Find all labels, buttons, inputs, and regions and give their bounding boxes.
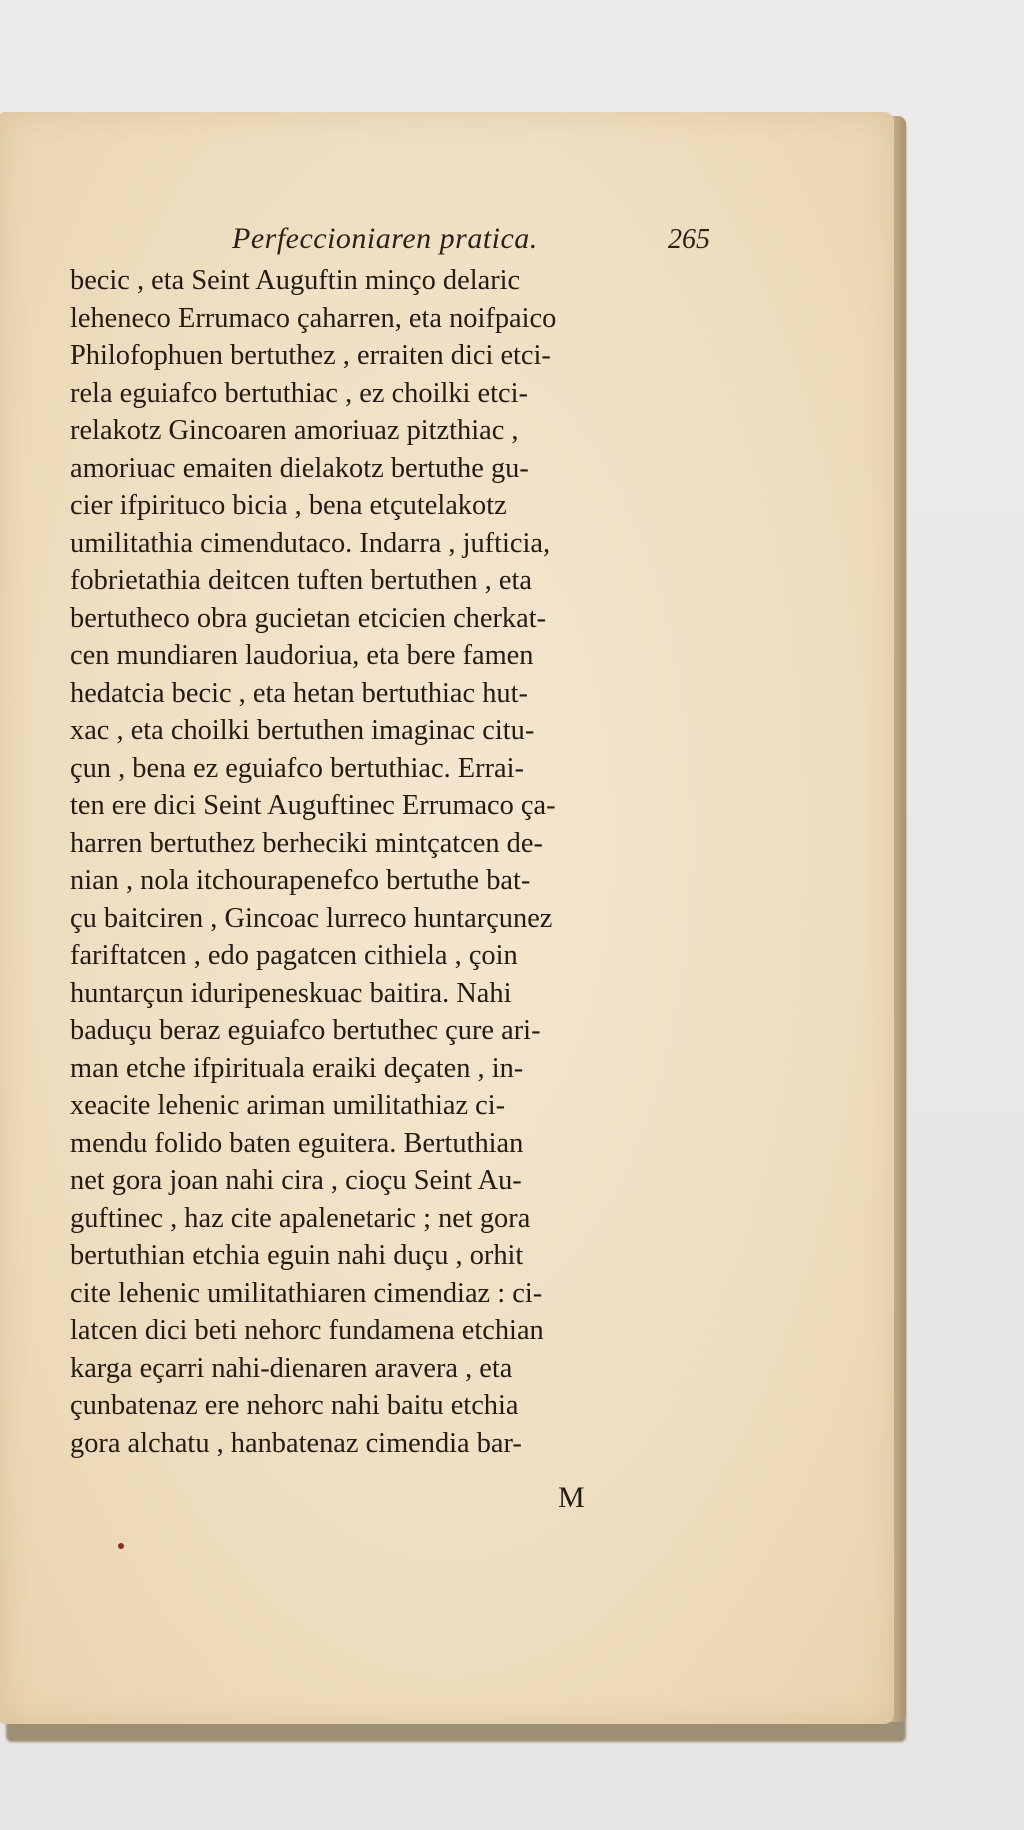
text-line: xeacite lehenic ariman umilitathiaz ci- <box>70 1090 506 1121</box>
text-line: amoriuac emaiten dielakotz bertuthe gu- <box>70 452 529 484</box>
text-line: leheneco Errumaco çaharren, eta noifpaico <box>70 302 557 334</box>
text-line: cite lehenic umilitathiaren cimendiaz : ci- <box>70 1277 543 1309</box>
text-line: çunbatenaz ere nehorc nahi baitu etchia <box>70 1390 519 1421</box>
text-line: net gora joan nahi cira , cioçu Seint Au- <box>70 1165 522 1196</box>
text-line: ten ere dici Seint Auguftinec Errumaco ça- <box>70 790 556 821</box>
text-line: mendu folido baten eguitera. Bertuthian <box>70 1127 524 1159</box>
text-line: huntarçun iduripeneskuac baitira. Nahi <box>70 977 512 1009</box>
text-line: umilitathia cimendutaco. Indarra , jufticia, <box>70 527 551 559</box>
text-line: latcen dici beti nehorc fundamena etchian <box>70 1315 544 1346</box>
text-line: fobrietathia deitcen tuften bertuthen , eta <box>70 565 532 596</box>
text-line: guftinec , haz cite apalenetaric ; net gora <box>70 1202 531 1234</box>
body-text <box>70 262 728 1462</box>
text-line: nian , nola itchourapenefco bertuthe bat- <box>70 865 531 896</box>
page-number: 265 <box>668 224 710 255</box>
ink-speck <box>118 1543 124 1549</box>
text-line: fariftatcen , edo pagatcen cithiela , çoin <box>70 940 518 971</box>
text-line: rela eguiafco bertuthiac , ez choilki etci- <box>70 377 528 409</box>
text-line: hedatcia becic , eta hetan bertuthiac hut- <box>70 677 528 709</box>
text-line: çu baitciren , Gincoac lurreco huntarçunez <box>70 902 553 934</box>
text-line: gora alchatu , hanbatenaz cimendia bar- <box>70 1427 522 1459</box>
running-head-title: Perfeccioniaren pratica. <box>232 222 538 255</box>
text-line: cen mundiaren laudoriua, eta bere famen <box>70 640 534 671</box>
running-head <box>0 222 894 262</box>
text-line: becic , eta Seint Auguftin minço delaric <box>70 265 521 296</box>
signature-mark: M <box>558 1481 585 1514</box>
text-line: çun , bena ez eguiafco bertuthiac. Errai- <box>70 752 525 784</box>
text-line: cier ifpirituco bicia , bena etçutelakotz <box>70 490 507 521</box>
text-line: baduçu beraz eguiafco bertuthec çure ari- <box>70 1015 541 1046</box>
text-line: harren bertuthez berheciki mintçatcen de- <box>70 827 543 859</box>
text-line: man etche ifpirituala eraiki deçaten , in- <box>70 1052 524 1084</box>
text-line: bertutheco obra gucietan etcicien cherkat- <box>70 602 547 634</box>
text-line: bertuthian etchia eguin nahi duçu , orhit <box>70 1240 524 1271</box>
text-line: Philofophuen bertuthez , erraiten dici etci- <box>70 340 551 371</box>
text-line: karga eçarri nahi-dienaren aravera , eta <box>70 1352 513 1384</box>
text-line: xac , eta choilki bertuthen imaginac citu- <box>70 715 535 746</box>
text-line: relakotz Gincoaren amoriuaz pitzthiac , <box>70 415 519 446</box>
